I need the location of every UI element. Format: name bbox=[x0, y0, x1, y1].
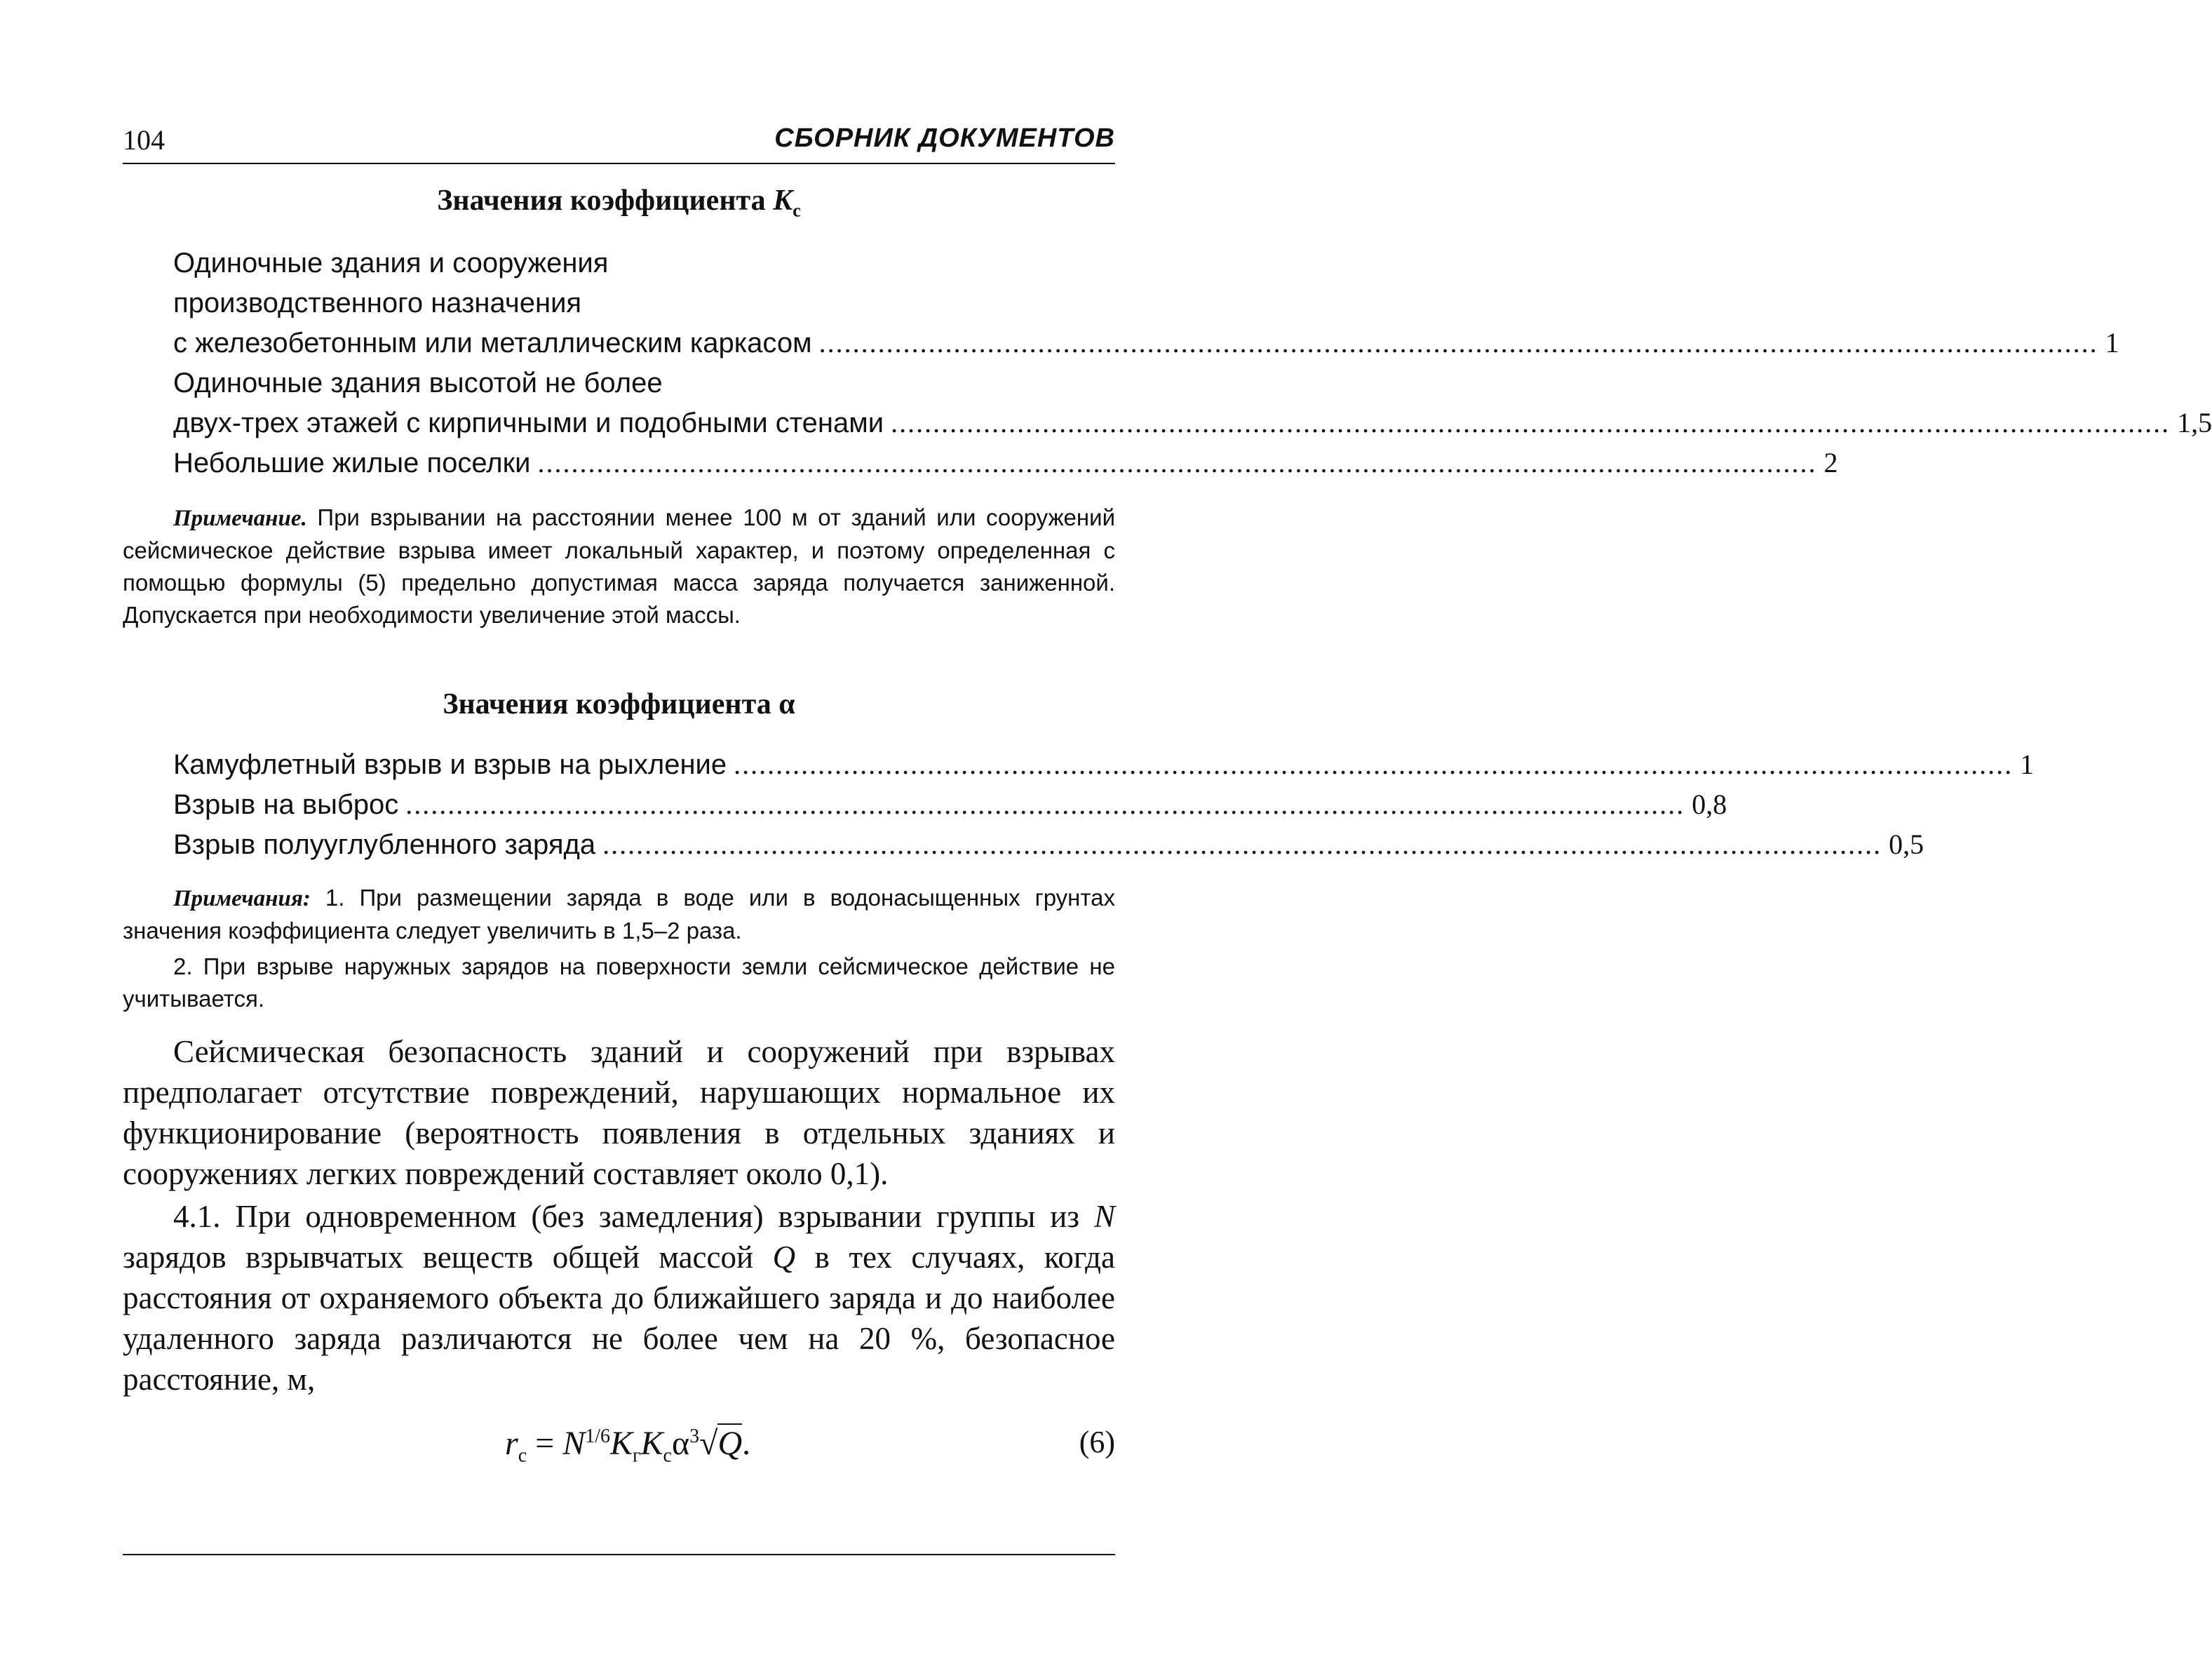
kc-item-label: двух-трех этажей с кирпичными и подобными стенами bbox=[173, 408, 884, 438]
note-text: При взрывании на расстоянии менее 100 м от зданий или сооружений сейсмическое действие взрыва имеет локальный характер, и поэтому определенная с помощью формулы (5) предельно допустимая масса заряда получается заниженной. Допускается при необходимости увеличение этой массы. bbox=[123, 504, 1115, 628]
paragraph bbox=[123, 1196, 1115, 1400]
formula-r: r bbox=[505, 1425, 518, 1462]
alpha-item bbox=[173, 824, 1924, 866]
formula-kc: K bbox=[640, 1425, 663, 1462]
formula-kc-sub: с bbox=[663, 1444, 672, 1467]
kc-item-value: 2 bbox=[1823, 447, 1838, 478]
kc-line: Одиночные здания высотой не более bbox=[173, 368, 663, 398]
leader-dots: ........................................................................................................................................................ bbox=[818, 327, 2098, 358]
paragraph-text: Сейсмическая безопасность зданий и сооружений при взрывах предполагает отсутствие повреждений, нарушающих нормальное их функционирование (вероятность появления в отдельных зданиях и сооружениях легких повреждений составляет около 0,1). bbox=[123, 1034, 1115, 1191]
formula-6 bbox=[505, 1424, 800, 1477]
heading-kc-text: Значения коэффициента bbox=[437, 185, 766, 217]
paragraph-text: 4.1. При одновременном (без замедления) взрывании группы из bbox=[173, 1199, 1080, 1234]
kc-item bbox=[173, 322, 2119, 364]
note-kc bbox=[123, 502, 1115, 631]
page-number: 104 bbox=[123, 124, 165, 156]
heading-alpha bbox=[123, 687, 1115, 721]
note-alpha-1 bbox=[123, 882, 1115, 947]
alpha-item-value: 1 bbox=[2020, 749, 2035, 780]
kc-item-value: 1,5 bbox=[2177, 407, 2212, 438]
kc-item-label: Небольшие жилые поселки bbox=[173, 448, 531, 478]
var-q: Q bbox=[772, 1240, 796, 1275]
formula-end: . bbox=[742, 1425, 751, 1462]
formula-n-exp: 1/6 bbox=[585, 1425, 610, 1447]
alpha-item bbox=[173, 744, 2035, 786]
heading-kc-subscript: с bbox=[793, 200, 801, 221]
heading-alpha-text: Значения коэффициента bbox=[443, 688, 771, 720]
paragraph-text: зарядов взрывчатых веществ общей массой bbox=[123, 1240, 754, 1275]
leader-dots: ........................................................................................................................................................ bbox=[602, 828, 1882, 860]
paragraph-text: в тех случаях, когда расстояния от охраняемого объекта до ближайшего заряда и до наиболее удаленного заряда различаются не более чем на 20 %, безопасное расстояние, м, bbox=[123, 1240, 1116, 1397]
leader-dots: ........................................................................................................................................................ bbox=[537, 447, 1817, 478]
kc-item bbox=[173, 442, 1838, 484]
alpha-item-value: 0,5 bbox=[1889, 828, 1924, 860]
note-text: 2. При взрыве наружных зарядов на поверхности земли сейсмическое действие не учитывается. bbox=[123, 953, 1115, 1012]
alpha-item-label: Взрыв на выброс bbox=[173, 789, 399, 820]
formula-kg: K bbox=[610, 1425, 633, 1462]
radical-icon: √ bbox=[699, 1425, 718, 1462]
alpha-item-label: Камуфлетный взрыв и взрыв на рыхление bbox=[173, 749, 727, 780]
footer-rule bbox=[123, 1554, 1115, 1555]
alpha-item bbox=[173, 784, 1727, 826]
var-n: N bbox=[1093, 1199, 1115, 1234]
heading-kc bbox=[123, 184, 1115, 221]
paragraph bbox=[123, 1031, 1115, 1194]
kc-line: производственного назначения bbox=[173, 288, 582, 318]
kc-item-label: с железобетонным или металлическим каркасом bbox=[173, 328, 812, 358]
formula-root-index: 3 bbox=[689, 1425, 700, 1447]
note-lead: Примечания: bbox=[173, 886, 311, 911]
formula-n: N bbox=[562, 1425, 586, 1462]
heading-kc-symbol: K bbox=[773, 185, 793, 217]
kc-line: Одиночные здания и сооружения bbox=[173, 248, 609, 279]
heading-alpha-symbol: α bbox=[778, 688, 795, 720]
kc-item-value: 1 bbox=[2105, 327, 2119, 358]
formula-r-sub: с bbox=[518, 1444, 527, 1467]
page-header bbox=[123, 121, 1115, 164]
formula-q: Q bbox=[717, 1425, 743, 1462]
formula-eq: = bbox=[527, 1425, 563, 1462]
kc-item bbox=[173, 402, 2212, 444]
alpha-item-label: Взрыв полууглубленного заряда bbox=[173, 829, 596, 860]
running-title: СБОРНИК ДОКУМЕНТОВ bbox=[774, 123, 1115, 153]
alpha-item-value: 0,8 bbox=[1692, 789, 1727, 820]
note-lead: Примечание. bbox=[173, 506, 307, 531]
note-text: 1. При размещении заряда в воде или в водонасыщенных грунтах значения коэффициента следует увеличить в 1,5–2 раза. bbox=[123, 885, 1115, 944]
formula-alpha: α bbox=[671, 1425, 690, 1462]
note-alpha-2 bbox=[123, 951, 1115, 1015]
leader-dots: ........................................................................................................................................................ bbox=[405, 789, 1685, 820]
formula-kg-sub: г bbox=[633, 1444, 641, 1467]
leader-dots: ........................................................................................................................................................ bbox=[734, 749, 2014, 780]
leader-dots: ........................................................................................................................................................ bbox=[891, 407, 2171, 438]
equation-number: (6) bbox=[1079, 1425, 1115, 1459]
